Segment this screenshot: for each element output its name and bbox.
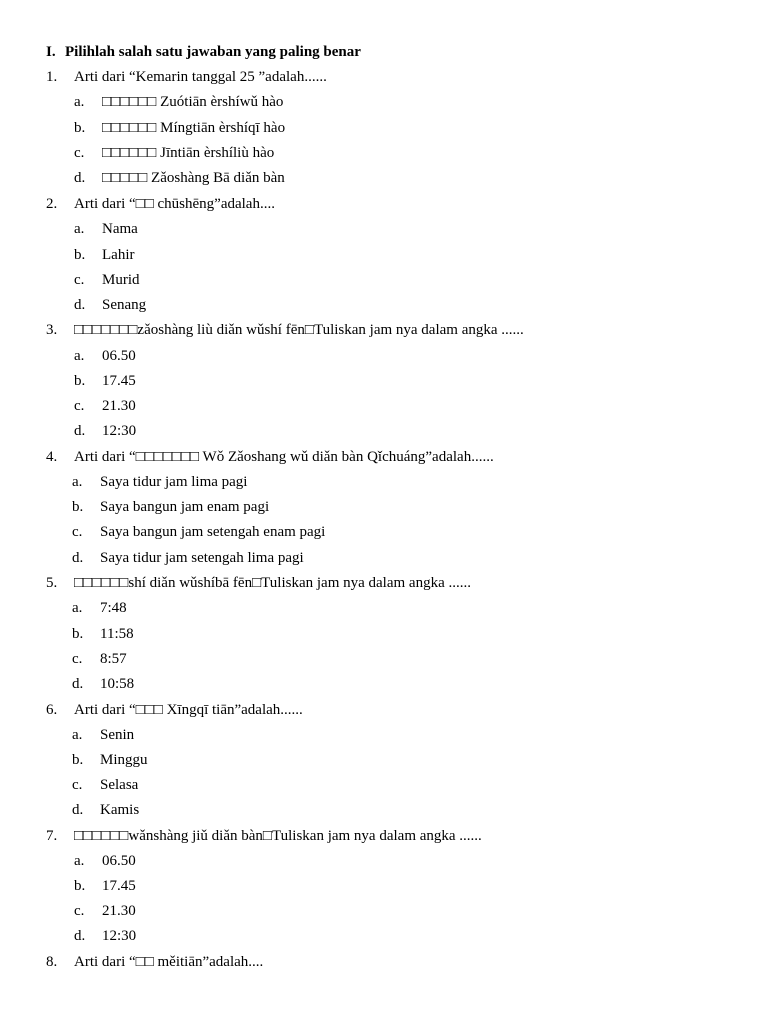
question-number: 2.	[46, 196, 58, 212]
option-5c	[72, 649, 127, 669]
option-letter: b.	[74, 247, 86, 263]
option-text: Saya bangun jam setengah enam pagi	[100, 524, 326, 540]
option-2a	[74, 219, 138, 239]
option-3b	[74, 371, 136, 391]
option-2d	[74, 295, 146, 315]
section-heading	[46, 42, 361, 62]
option-7a	[74, 851, 136, 871]
option-text: 17.45	[102, 878, 136, 894]
question-number: 3.	[46, 322, 58, 338]
question-text: Arti dari “□□ chūshēng”adalah....	[74, 196, 275, 212]
option-7d	[74, 926, 136, 946]
option-7b	[74, 876, 136, 896]
option-text: □□□□□□ Jīntiān èrshíliù hào	[102, 145, 275, 161]
question-text: Arti dari “□□□□□□□ Wǒ Zǎoshang wǔ diǎn bàn Qǐchuáng”adalah......	[74, 449, 494, 465]
option-letter: b.	[72, 626, 84, 642]
question-number: 4.	[46, 449, 58, 465]
question-number: 5.	[46, 575, 58, 591]
option-letter: a.	[74, 94, 85, 110]
question-number: 6.	[46, 702, 58, 718]
option-text: Selasa	[100, 777, 139, 793]
option-1d	[74, 168, 285, 188]
option-letter: b.	[72, 752, 84, 768]
option-1b	[74, 118, 285, 138]
option-text: Senin	[100, 727, 135, 743]
option-text: Kamis	[100, 802, 140, 818]
option-text: 17.45	[102, 373, 136, 389]
option-letter: c.	[74, 903, 85, 919]
option-text: Saya tidur jam setengah lima pagi	[100, 550, 304, 566]
section-instruction: Pilihlah salah satu jawaban yang paling benar	[65, 44, 361, 60]
question-number: 8.	[46, 954, 58, 970]
question-8	[46, 952, 263, 972]
option-letter: c.	[72, 651, 83, 667]
option-7c	[74, 901, 136, 921]
option-5a	[72, 598, 127, 618]
question-7	[46, 826, 482, 846]
option-4d	[72, 548, 304, 568]
option-letter: d.	[72, 676, 84, 692]
option-text: Nama	[102, 221, 138, 237]
option-letter: a.	[74, 348, 85, 364]
option-4c	[72, 522, 325, 542]
option-letter: c.	[74, 398, 85, 414]
option-text: 06.50	[102, 853, 136, 869]
option-text: 21.30	[102, 398, 136, 414]
question-4	[46, 447, 494, 467]
option-2c	[74, 270, 140, 290]
option-3c	[74, 396, 136, 416]
option-letter: d.	[74, 928, 86, 944]
option-letter: b.	[74, 878, 86, 894]
option-2b	[74, 245, 134, 265]
question-1	[46, 67, 327, 87]
option-letter: b.	[74, 120, 86, 136]
option-letter: d.	[74, 423, 86, 439]
question-text: □□□□□□wǎnshàng jiǔ diǎn bàn□Tuliskan jam nya dalam angka ......	[74, 828, 482, 844]
option-text: Minggu	[100, 752, 148, 768]
option-text: 8:57	[100, 651, 127, 667]
question-text: □□□□□□□zǎoshàng liù diǎn wǔshí fēn□Tuliskan jam nya dalam angka ......	[74, 322, 524, 338]
option-letter: d.	[74, 297, 86, 313]
option-3d	[74, 421, 136, 441]
question-number: 7.	[46, 828, 58, 844]
option-text: Saya bangun jam enam pagi	[100, 499, 270, 515]
question-6	[46, 700, 303, 720]
option-4b	[72, 497, 269, 517]
option-letter: a.	[74, 221, 85, 237]
option-text: Lahir	[102, 247, 135, 263]
option-5b	[72, 624, 134, 644]
section-number: I.	[46, 44, 56, 60]
option-text: □□□□□□ Zuótiān èrshíwǔ hào	[102, 94, 284, 110]
option-text: 21.30	[102, 903, 136, 919]
option-text: 7:48	[100, 600, 127, 616]
option-text: 10:58	[100, 676, 135, 692]
option-6c	[72, 775, 138, 795]
option-text: □□□□□□ Míngtiān èrshíqī hào	[102, 120, 286, 136]
question-text: Arti dari “Kemarin tanggal 25 ”adalah......	[74, 69, 327, 85]
question-5	[46, 573, 471, 593]
option-letter: d.	[74, 170, 86, 186]
question-text: Arti dari “□□□ Xīngqī tiān”adalah......	[74, 702, 303, 718]
option-letter: b.	[72, 499, 84, 515]
option-4a	[72, 472, 247, 492]
option-text: 12:30	[102, 423, 137, 439]
option-text: Senang	[102, 297, 147, 313]
option-letter: d.	[72, 550, 84, 566]
option-text: □□□□□ Zǎoshàng Bā diǎn bàn	[102, 170, 285, 186]
option-letter: a.	[72, 600, 83, 616]
option-1c	[74, 143, 274, 163]
option-6a	[72, 725, 134, 745]
option-letter: b.	[74, 373, 86, 389]
option-3a	[74, 346, 136, 366]
option-letter: c.	[74, 272, 85, 288]
option-text: 06.50	[102, 348, 136, 364]
option-6d	[72, 800, 139, 820]
question-number: 1.	[46, 69, 58, 85]
question-3	[46, 320, 524, 340]
option-6b	[72, 750, 148, 770]
option-letter: a.	[72, 727, 83, 743]
option-text: Murid	[102, 272, 140, 288]
option-1a	[74, 92, 283, 112]
option-letter: c.	[74, 145, 85, 161]
option-letter: d.	[72, 802, 84, 818]
option-text: Saya tidur jam lima pagi	[100, 474, 248, 490]
question-2	[46, 194, 275, 214]
question-text: □□□□□□shí diǎn wǔshíbā fēn□Tuliskan jam nya dalam angka ......	[74, 575, 471, 591]
option-letter: c.	[72, 524, 83, 540]
option-letter: a.	[74, 853, 85, 869]
option-text: 11:58	[100, 626, 134, 642]
question-text: Arti dari “□□ měitiān”adalah....	[74, 954, 264, 970]
option-5d	[72, 674, 134, 694]
option-letter: c.	[72, 777, 83, 793]
option-letter: a.	[72, 474, 83, 490]
option-text: 12:30	[102, 928, 137, 944]
